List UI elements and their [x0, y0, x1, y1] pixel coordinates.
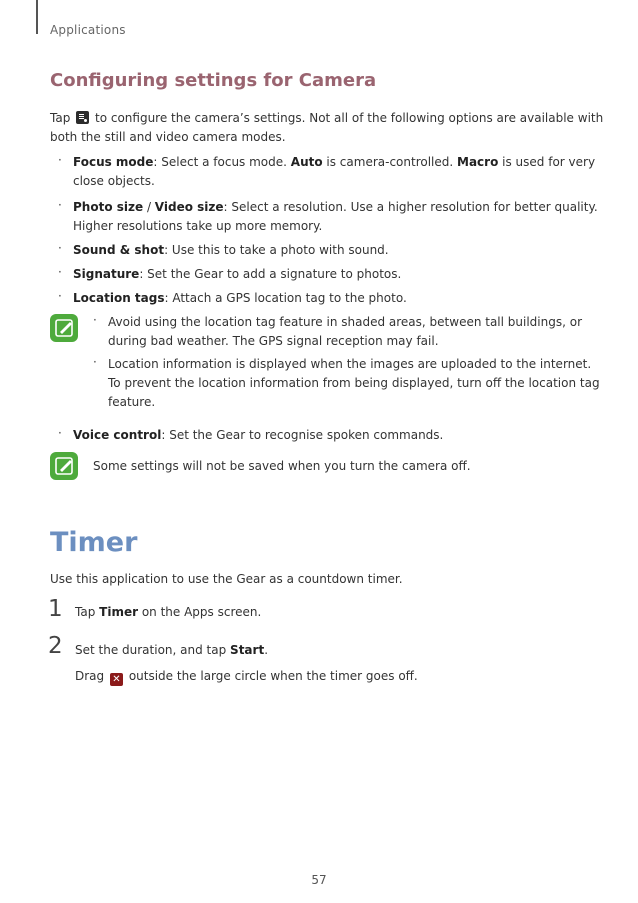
bullet-dot: ·	[58, 241, 62, 255]
camera-intro-line1: Tap to configure the camera’s settings. Not all of the following options are available with	[50, 111, 604, 125]
header-rule	[36, 0, 38, 34]
location-note-2-line2: To prevent the location information from being displayed, turn off the location tag	[108, 376, 600, 390]
bullet-dot: ·	[58, 198, 62, 212]
focus-mode-line2: close objects.	[73, 174, 155, 188]
step-number-1: 1	[48, 596, 63, 622]
bullet-dot: ·	[58, 153, 62, 167]
bullet-dot: ·	[58, 265, 62, 279]
note-pencil-icon	[50, 452, 78, 480]
step-number-2: 2	[48, 633, 63, 659]
camera-settings-title: Configuring settings for Camera	[50, 70, 377, 91]
timer-intro: Use this application to use the Gear as a countdown timer.	[50, 572, 403, 586]
note-pencil-icon	[50, 314, 78, 342]
timer-step-2: Set the duration, and tap Start.	[75, 643, 269, 657]
camera-intro-line2: both the still and video camera modes.	[50, 130, 286, 144]
settings-not-saved-note: Some settings will not be saved when you turn the camera off.	[93, 459, 471, 473]
timer-drag-instruction: Drag ✕ outside the large circle when the timer goes off.	[75, 669, 418, 685]
location-note-2-line1: Location information is displayed when the images are uploaded to the internet.	[108, 357, 592, 371]
location-note-1-line2: during bad weather. The GPS signal reception may fail.	[108, 334, 439, 348]
sound-shot-item: Sound & shot: Use this to take a photo with sound.	[73, 243, 389, 257]
sub-bullet-dot: ·	[93, 355, 97, 369]
photo-size-item: Photo size / Video size: Select a resolution. Use a higher resolution for better quality.	[73, 200, 598, 214]
location-tags-item: Location tags: Attach a GPS location tag to the photo.	[73, 291, 407, 305]
header-section-label: Applications	[50, 23, 126, 37]
timer-title: Timer	[50, 527, 138, 558]
bullet-dot: ·	[58, 289, 62, 303]
location-note-2-line3: feature.	[108, 395, 156, 409]
voice-control-item: Voice control: Set the Gear to recognise spoken commands.	[73, 428, 444, 442]
signature-item: Signature: Set the Gear to add a signature to photos.	[73, 267, 402, 281]
location-note-1-line1: Avoid using the location tag feature in shaded areas, between tall buildings, or	[108, 315, 583, 329]
bullet-dot: ·	[58, 426, 62, 440]
sub-bullet-dot: ·	[93, 313, 97, 327]
focus-mode-item: Focus mode: Select a focus mode. Auto is camera-controlled. Macro is used for very	[73, 155, 596, 169]
dismiss-x-icon: ✕	[110, 673, 123, 686]
camera-settings-icon	[76, 111, 89, 124]
timer-step-1: Tap Timer on the Apps screen.	[75, 605, 262, 619]
photo-size-line2: Higher resolutions take up more memory.	[73, 219, 323, 233]
page-number: 57	[311, 873, 327, 887]
